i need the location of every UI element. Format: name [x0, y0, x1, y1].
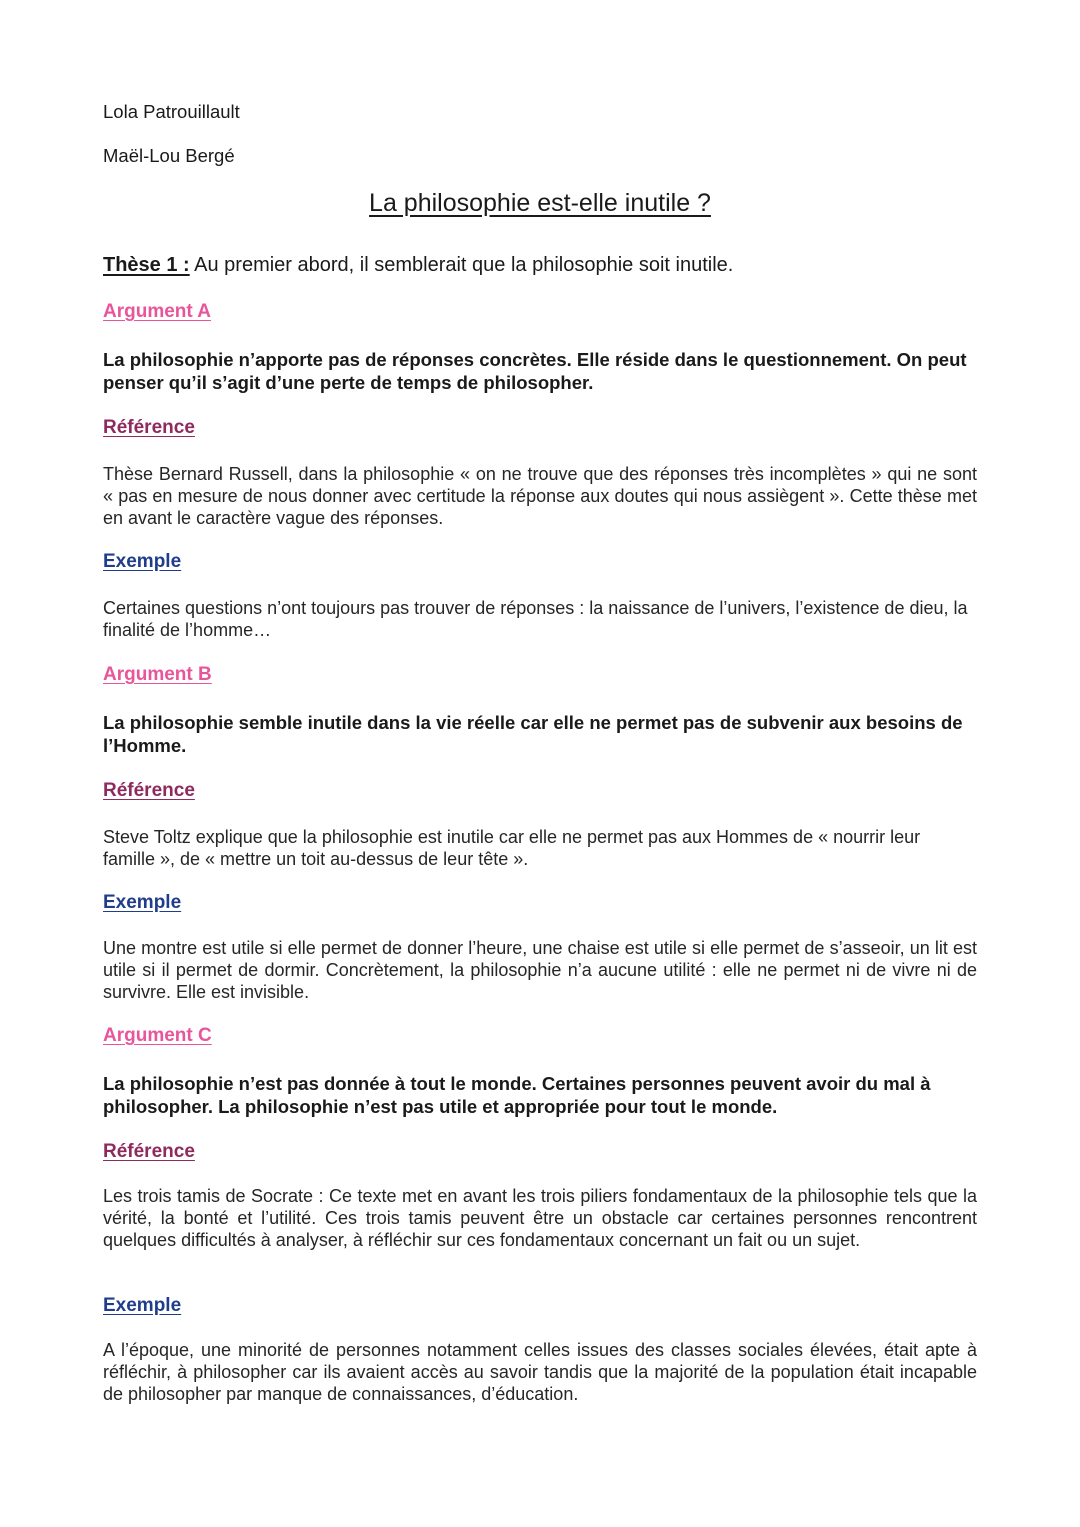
argument-a-reference: Thèse Bernard Russell, dans la philosophie « on ne trouve que des réponses très incomplètes » qui ne sont « pas en mesure de nous donner avec certitude la réponse aux doutes qui nous assiègent ». Cette thèse met en avant le caractère vague des réponses.	[103, 464, 977, 528]
argument-a-exemple: Certaines questions n’ont toujours pas trouver de réponses : la naissance de l’univers, l’existence de dieu, la finalité de l’homme…	[103, 598, 968, 640]
argument-c-reference: Les trois tamis de Socrate : Ce texte met en avant les trois piliers fondamentaux de la philosophie tels que la vérité, la bonté et l’utilité. Ces trois tamis peuvent être un obstacle car certaines personnes rencontrent quelques difficultés à analyser, à réfléchir sur ces fondamentaux concernant un fait ou un sujet.	[103, 1186, 977, 1250]
these-text: Au premier abord, il semblerait que la philosophie soit inutile.	[189, 254, 734, 276]
argument-b-claim: La philosophie semble inutile dans la vie réelle car elle ne permet pas de subvenir aux besoins de l’Homme.	[103, 712, 963, 756]
argument-b-reference: Steve Toltz explique que la philosophie est inutile car elle ne permet pas aux Hommes de « nourrir leur famille », de « mettre un toit au-dessus de leur tête ».	[103, 827, 921, 869]
reference-label: Référence	[103, 1141, 195, 1162]
argument-b-exemple: Une montre est utile si elle permet de donner l’heure, une chaise est utile si elle permet de s’asseoir, un lit est utile si il permet de dormir. Concrètement, la philosophie n’a aucune utilité : elle ne permet ni de vivre ni de survivre. Elle est invisible.	[103, 938, 977, 1002]
argument-c-label: Argument C	[103, 1025, 212, 1046]
these-label: Thèse 1 :	[103, 254, 190, 276]
exemple-label: Exemple	[103, 892, 182, 913]
argument-b-label: Argument B	[103, 664, 212, 685]
argument-a-label: Argument A	[103, 301, 212, 322]
exemple-label: Exemple	[103, 1295, 182, 1316]
document-title: La philosophie est-elle inutile ?	[369, 189, 711, 217]
reference-label: Référence	[103, 780, 195, 801]
argument-c-claim: La philosophie n’est pas donnée à tout le monde. Certaines personnes peuvent avoir du mal à philosopher. La philosophie n’est pas utile et appropriée pour tout le monde.	[103, 1073, 931, 1117]
exemple-label: Exemple	[103, 551, 182, 572]
these-heading	[103, 254, 733, 277]
argument-a-claim: La philosophie n’apporte pas de réponses concrètes. Elle réside dans le questionnement. On peut penser qu’il s’agit d’une perte de temps de philosopher.	[103, 349, 967, 393]
author-name: Maël-Lou Bergé	[103, 145, 235, 166]
argument-c-exemple: A l’époque, une minorité de personnes notamment celles issues des classes sociales élevées, était apte à réfléchir, à philosopher car ils avaient accès au savoir tandis que la majorité de la population était incapable de philosopher par manque de connaissances, d’éducation.	[103, 1340, 977, 1404]
author-name: Lola Patrouillault	[103, 101, 240, 122]
reference-label: Référence	[103, 417, 195, 438]
